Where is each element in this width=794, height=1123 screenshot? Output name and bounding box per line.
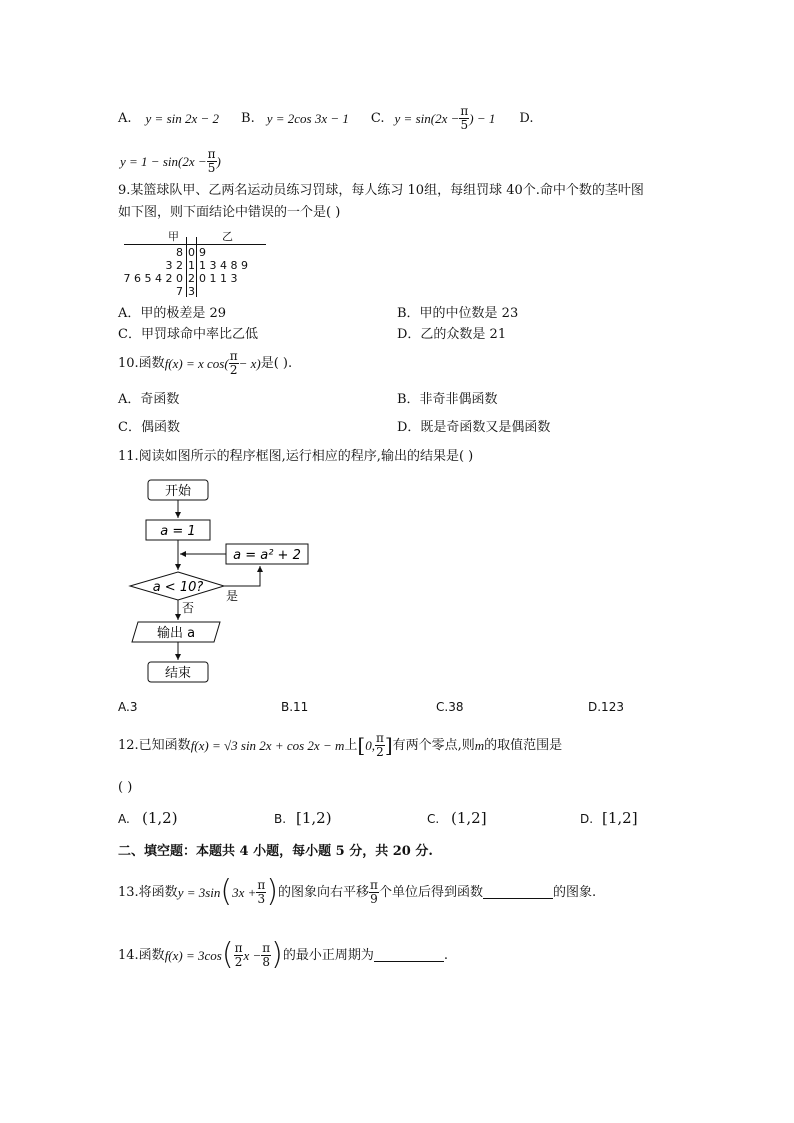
q8-option-c-pre: y = sin(2x −	[394, 110, 460, 126]
flow-no-label: 否	[182, 601, 195, 615]
q12-function: f(x) = √3 sin 2x + cos 2x − m	[190, 737, 345, 753]
q10-option-d: D．既是奇函数又是偶函数	[397, 420, 551, 435]
q8-option-c-label: C.	[370, 110, 385, 126]
stemleaf-row-right: 1 3 4 8 9	[199, 259, 248, 272]
q8-option-c-fraction: $\frac{\pi}{5}$	[460, 103, 469, 132]
flow-start-label: 开始	[164, 484, 192, 499]
q10-option-b: B．非奇非偶函数	[397, 392, 498, 407]
flow-init-label: a = 1	[160, 524, 196, 539]
stemleaf-row-left: 7	[176, 285, 183, 298]
q12-bracket-right: ]	[384, 733, 393, 757]
stemleaf-header-right: 乙	[222, 230, 233, 243]
q12-fraction: $\frac{\pi}{2}$	[375, 730, 384, 759]
q12-option-d: [1,2]	[602, 809, 638, 827]
q11-stem: 11.阅读如图所示的程序框图,运行相应的程序,输出的结果是( )	[118, 449, 474, 464]
stemleaf-header-left: 甲	[168, 230, 179, 243]
q13-stem: 13.将函数 y = 3sin ( 3x + $\frac{\pi}{3}$ ) 的图象向右平移 $\frac{\pi}{9}$ 个单位后得到函数 的图象.	[118, 874, 597, 909]
stemleaf-divider-right	[196, 237, 197, 297]
q12-stem: 12.已知函数 f(x) = √3 sin 2x + cos 2x − m 上 [ 0, $\frac{\pi}{2}$ ] 有两个零点,则 m 的取值范围是	[118, 730, 563, 759]
q8-option-d-label: D.	[519, 110, 534, 126]
q14-fraction-2: $\frac{\pi}{8}$	[262, 940, 271, 969]
q13-function: y = 3sin	[177, 884, 221, 900]
q12-options: A. (1,2) B. [1,2) C. (1,2] D. [1,2]	[118, 809, 638, 827]
stem-leaf-plot	[124, 231, 268, 299]
flow-output-label: 输出 a	[156, 626, 196, 641]
q12-option-a: (1,2)	[142, 809, 178, 827]
q8-options	[118, 101, 533, 135]
q11-option-c: C.38	[436, 700, 464, 714]
stemleaf-row-stem: 0	[188, 246, 195, 259]
stemleaf-row-stem: 1	[188, 259, 195, 272]
q8-option-d-expr: y = 1 − sin(2x − $\frac{\pi}{5}$ )	[120, 146, 221, 175]
q9-option-d: D．乙的众数是 21	[397, 327, 507, 342]
stemleaf-row-left: 3 2	[165, 259, 183, 272]
q10-function: f(x) = x cos(	[164, 355, 229, 371]
q12-bracket-left: [	[357, 733, 366, 757]
q8-option-a-expr: y = sin 2x − 2	[145, 110, 220, 126]
q9-option-a: A．甲的极差是 29	[118, 306, 227, 321]
q14-fraction-1: $\frac{\pi}{2}$	[234, 940, 243, 969]
flow-update-label: a = a² + 2	[233, 548, 301, 563]
stemleaf-top-rule	[124, 244, 266, 245]
stemleaf-row-stem: 2	[188, 272, 195, 285]
q10-fraction: $\frac{\pi}{2}$	[229, 348, 238, 377]
q8-option-c-post: ) − 1	[469, 110, 496, 126]
q11-option-d: D.123	[588, 700, 624, 714]
flow-decision-label: a < 10?	[152, 580, 204, 595]
q8-option-b-expr: y = 2cos 3x − 1	[266, 110, 349, 126]
q10-option-c: C．偶函数	[118, 420, 180, 435]
q8-option-a-label: A.	[118, 110, 132, 126]
q8-option-d-fraction: $\frac{\pi}{5}$	[207, 146, 216, 175]
q12-option-b: [1,2)	[296, 809, 332, 827]
stemleaf-divider-left	[186, 237, 187, 297]
flowchart	[124, 476, 324, 686]
q13-shift-fraction: $\frac{\pi}{9}$	[370, 877, 378, 906]
q14-answer-blank[interactable]	[374, 949, 444, 962]
q14-stem: 14.函数 f(x) = 3cos ( $\frac{\pi}{2}$ x − $\frac{\pi}{8}$ ) 的最小正周期为 .	[118, 937, 449, 972]
q11-option-a: A.3	[118, 700, 138, 714]
q13-fraction: $\frac{\pi}{3}$	[257, 877, 266, 906]
q13-answer-blank[interactable]	[483, 886, 553, 899]
q9-stem-line1: 9.某篮球队甲、乙两名运动员练习罚球，每人练习 10组，每组罚球 40个.命中个数的茎叶图	[118, 183, 644, 198]
q10-option-a: A．奇函数	[118, 392, 180, 407]
stemleaf-row-stem: 3	[188, 285, 195, 298]
stemleaf-row-left: 8	[176, 246, 183, 259]
q10-stem: 10.函数 f(x) = x cos( $\frac{\pi}{2}$ − x) 是( ).	[118, 348, 293, 377]
section-heading-fill-in: 二、填空题：本题共 4 小题，每小题 5 分，共 20 分.	[118, 844, 433, 859]
q12-option-c: (1,2]	[451, 809, 487, 827]
q14-function: f(x) = 3cos	[164, 947, 222, 963]
stemleaf-row-right: 9	[199, 246, 206, 259]
q8-option-b-label: B.	[241, 110, 255, 126]
q9-option-b: B．甲的中位数是 23	[397, 306, 519, 321]
q9-option-c: C．甲罚球命中率比乙低	[118, 327, 258, 342]
stemleaf-row-left: 7 6 5 4 2 0	[123, 272, 183, 285]
q11-option-b: B.11	[281, 700, 309, 714]
stemleaf-row-right: 0 1 1 3	[199, 272, 238, 285]
flow-yes-label: 是	[226, 589, 239, 603]
flow-end-label: 结束	[164, 666, 192, 681]
q9-stem-line2: 如下图，则下面结论中错误的一个是( )	[118, 205, 341, 220]
q12-answer-paren: ( )	[118, 780, 133, 795]
